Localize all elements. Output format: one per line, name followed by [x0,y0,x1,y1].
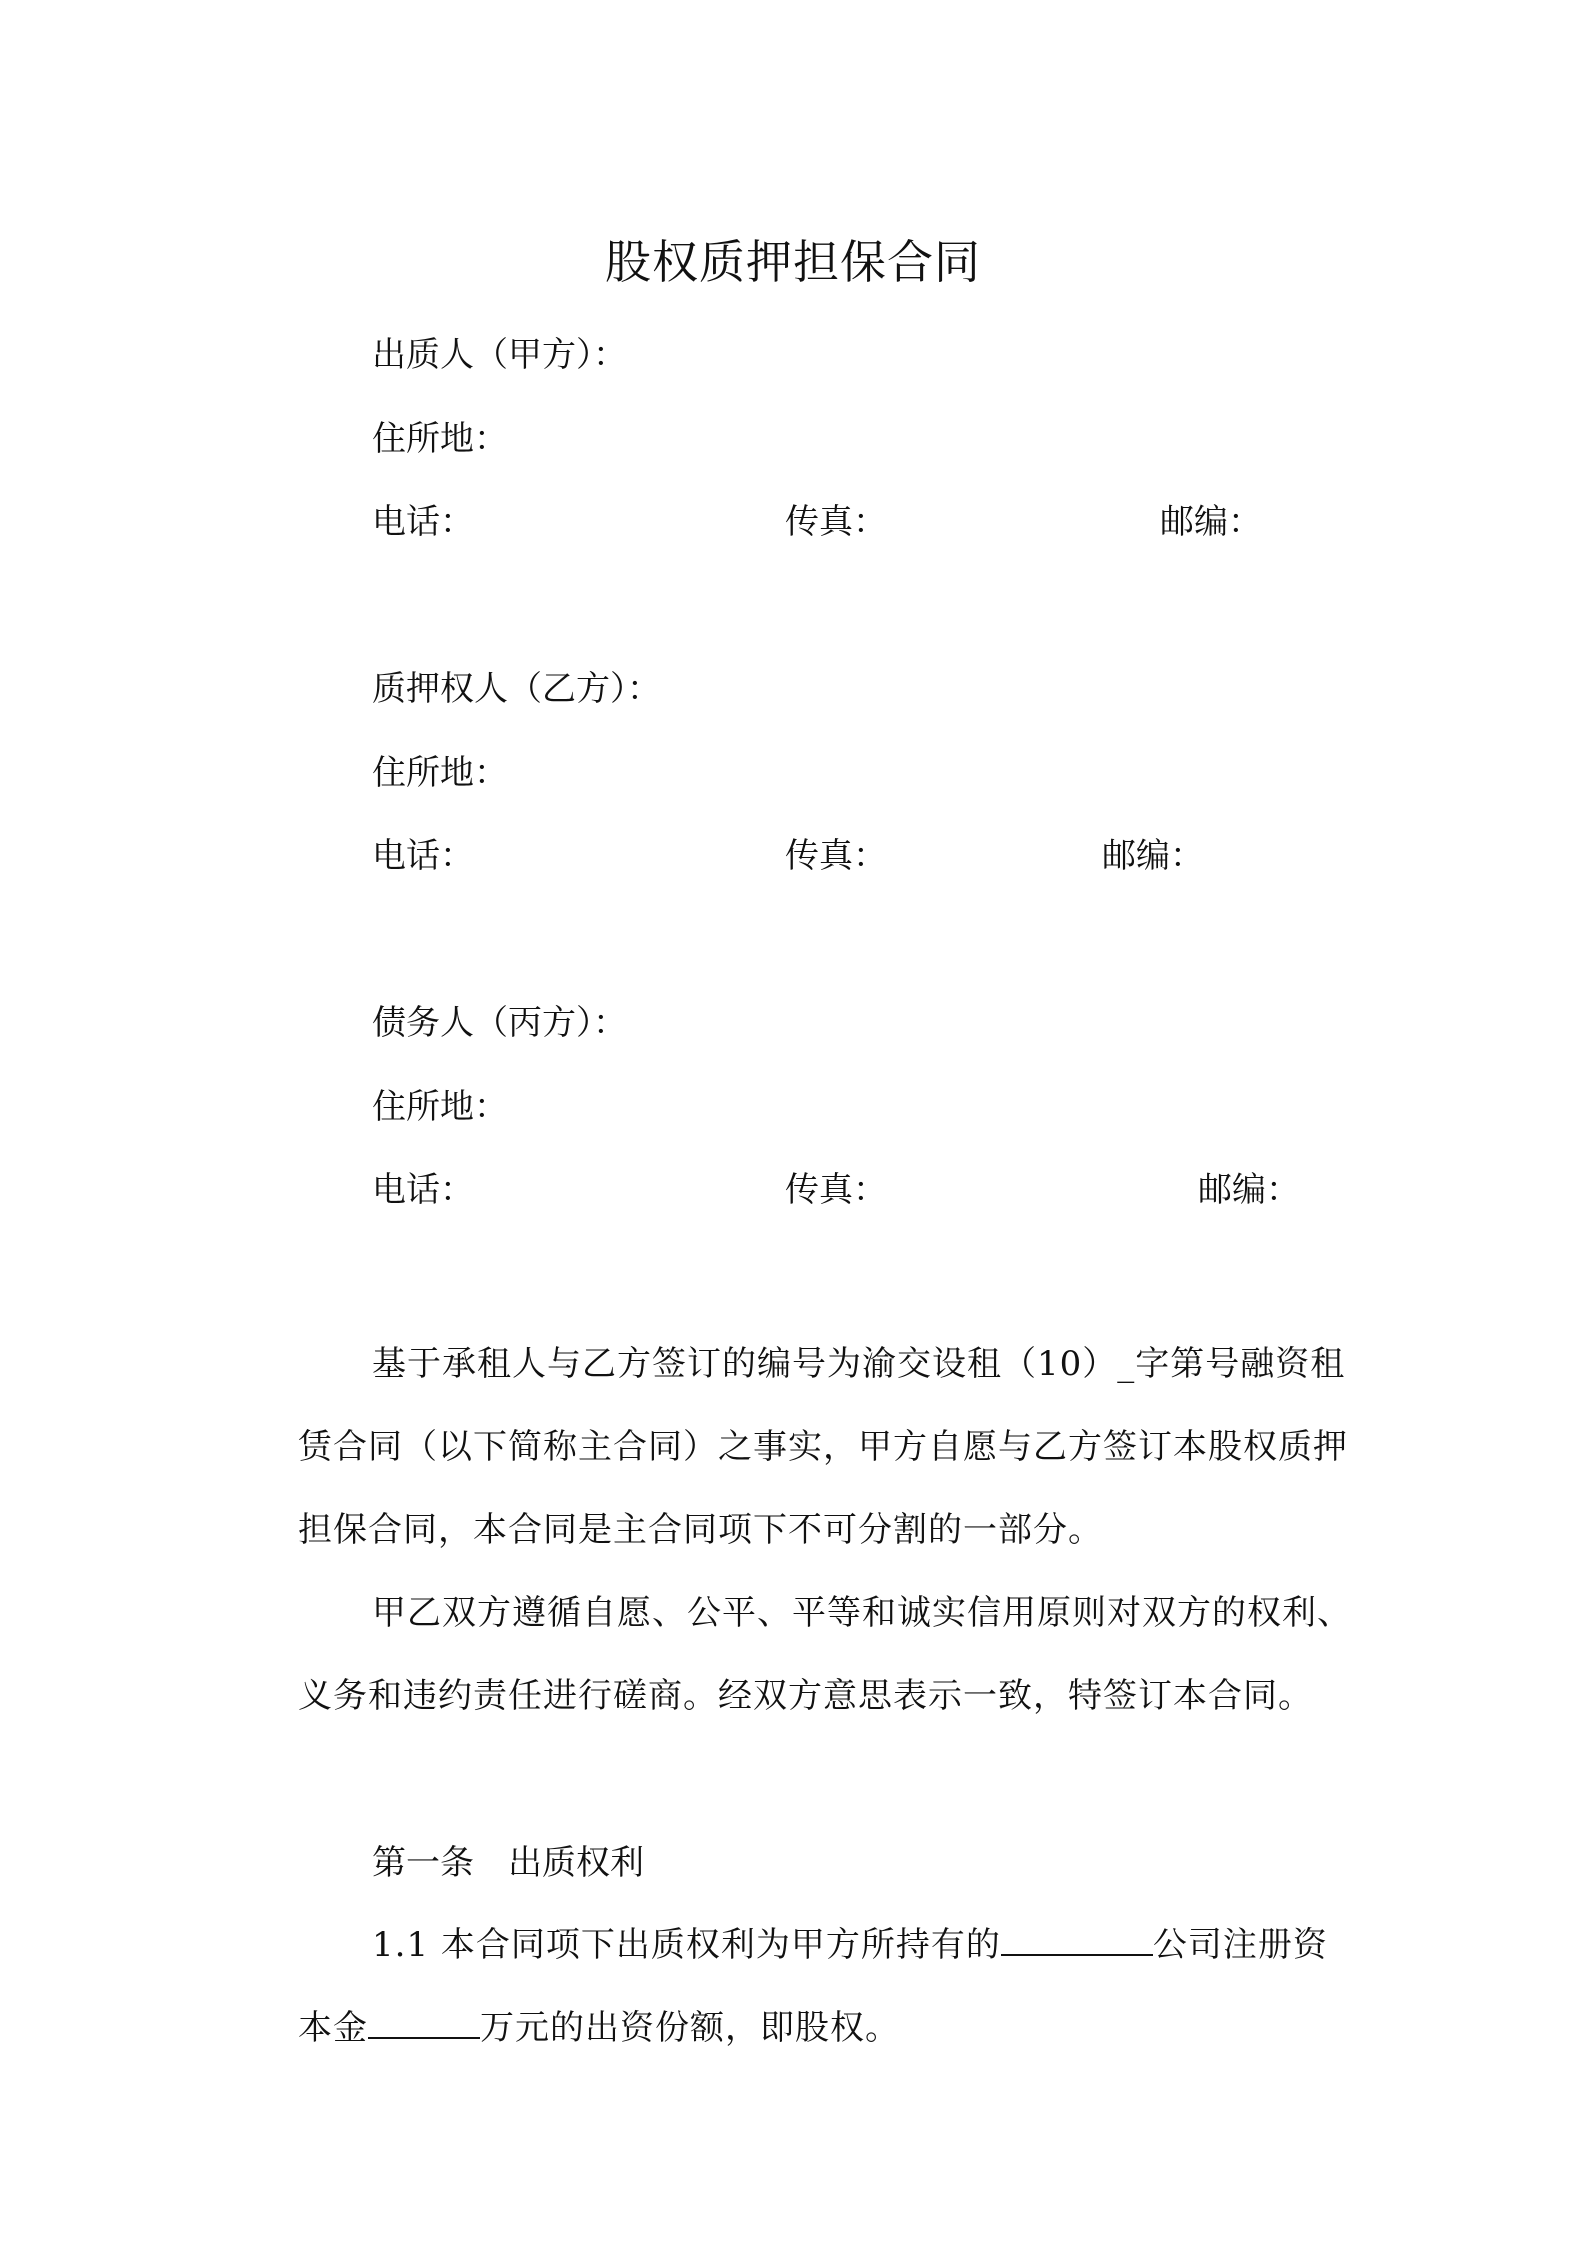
debtor-label: 债务人（丙方）： [372,1003,627,1043]
pledgee-fax: 传真： [785,836,887,876]
pledgor-fax: 传真： [785,502,887,542]
paragraph-basis: 基于承租人与乙方签订的编号为渝交设租（10）_字第号融资租赁合同（以下简称主合同）之事实，甲方自愿与乙方签订本股权质押担保合同，本合同是主合同项下不可分割的一部分。 [298,1344,1348,1550]
pledgor-label: 出质人（甲方）： [372,335,627,375]
pledgor-address: 住所地： [372,419,508,459]
pledgor-postcode: 邮编： [1160,502,1262,542]
debtor-phone: 电话： [372,1170,474,1210]
debtor-postcode: 邮编： [1198,1170,1300,1210]
clause-1-1-text-b: 公司注册资本金 [298,1925,1328,2048]
clause-1-1-text-c: 万元的出资份额，即股权。 [480,2008,900,2048]
debtor-fax: 传真： [785,1170,887,1210]
document-title: 股权质押担保合同 [605,235,981,289]
company-name-blank [1001,1920,1153,1956]
pledgee-postcode: 邮编： [1102,836,1204,876]
debtor-address: 住所地： [372,1087,508,1127]
article-1-heading: 第一条 出质权利 [372,1843,644,1883]
pledgee-phone: 电话： [372,836,474,876]
clause-1-1 [298,1904,1358,2070]
paragraph-principles: 甲乙双方遵循自愿、公平、平等和诚实信用原则对双方的权利、义务和违约责任进行磋商。经双方意思表示一致，特签订本合同。 [298,1593,1352,1716]
pledgee-label: 质押权人（乙方）： [372,669,661,709]
pledgor-phone: 电话： [372,502,474,542]
clause-1-1-text-a: 1.1 本合同项下出质权利为甲方所持有的 [372,1925,1001,1965]
pledgee-address: 住所地： [372,753,508,793]
capital-amount-blank [368,2003,480,2039]
